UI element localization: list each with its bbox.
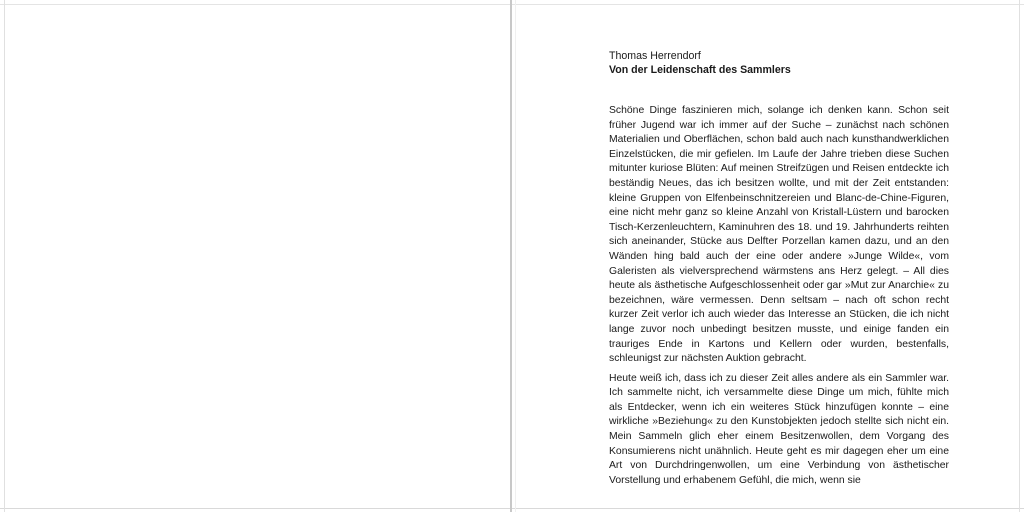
chapter-header (609, 49, 949, 77)
author-name: Thomas Herrendorf (609, 50, 701, 62)
body-text (609, 104, 949, 493)
paragraph-1: Schöne Dinge faszinieren mich, solange ich denken kann. Schon seit früher Jugend war ich immer auf der Suche – zunächst nach schönen Materialien und Oberflächen, schon bald auch nach kunsthandwerklichen Einzelstücken, die mir gefielen. Im Laufe der Jahre trieben diese Suchen mitunter kuriose Blüten: Auf meinen Streifzügen und Reisen entdeckte ich beständig Neues, das ich besitzen wollte, und mit der Zeit entstanden: kleine Gruppen von Elfenbeinschnitzereien und Blanc-de-Chine-Figuren, eine nicht mehr ganz so kleine Anzahl von Kristall-Lüstern und barocken Tisch-Kerzenleuchtern, Kaminuhren des 18. und 19. Jahrhunderts reihten sich aneinander, Stücke aus Delfter Porzellan kamen dazu, und an den Wänden hing bald auch der eine oder andere »Junge Wilde«, vom Galeristen als vielversprechend wärmstens ans Herz gelegt. – All dies heute als ästhetische Aufgeschlossenheit oder gar »Mut zur Anarchie« zu bezeichnen, wäre vermessen. Denn seltsam – nach oft schon recht kurzer Zeit verlor ich auch wieder das Interesse an Stücken, die ich nicht lange zuvor noch unbedingt besitzen musste, und einige fanden ein trauriges Ende in Kartons und Kellern oder wurden, bestenfalls, schleunigst zur nächsten Auktion gebracht. (609, 105, 949, 365)
left-page-blank (0, 0, 510, 512)
paragraph-2: Heute weiß ich, dass ich zu dieser Zeit alles andere als ein Sammler war. Ich sammelte nicht, ich versammelte diese Dinge um mich, fühlte mich als Entdecker, wenn ich ein weiteres Stück hinzufügen konnte – eine wirkliche »Beziehung« zu den Kunstobjekten jedoch stellte sich nicht ein. Mein Sammeln glich eher einem Besitzenwollen, dem Vorgang des Konsumierens nicht unähnlich. Heute geht es mir dagegen eher um eine Art von Durchdringenwollen, um eine Verbindung von ästhetischer Vorstellung und erhabenem Gefühl, die mich, wenn sie (609, 372, 949, 486)
chapter-title: Von der Leidenschaft des Sammlers (609, 64, 791, 76)
right-page (512, 0, 1024, 512)
